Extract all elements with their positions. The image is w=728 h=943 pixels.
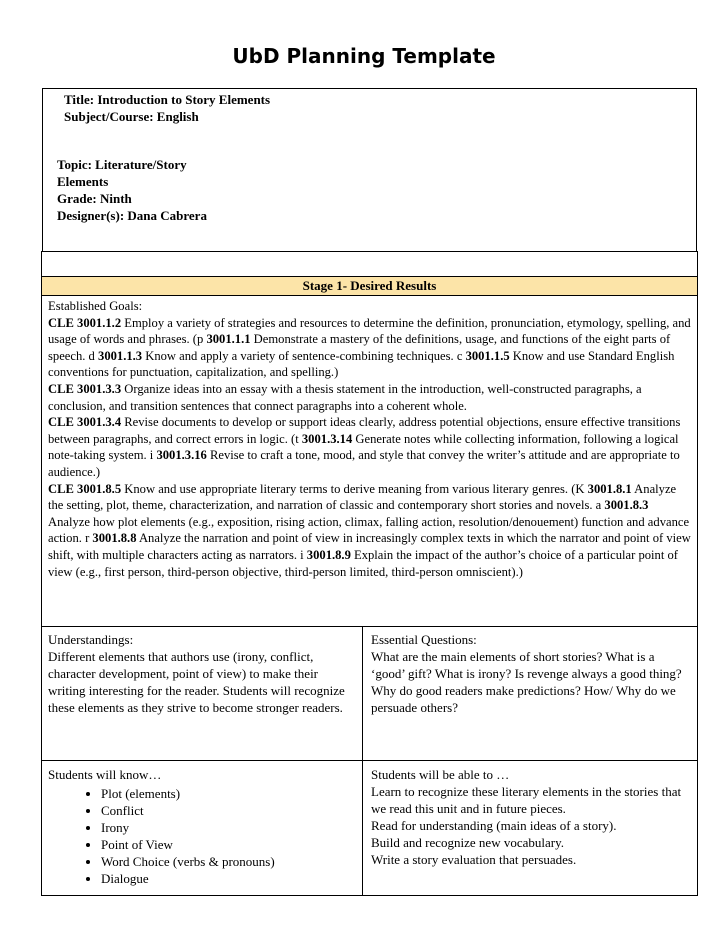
list-item: • Conflict: [101, 802, 354, 819]
goal-code: CLE 3001.3.4: [48, 415, 122, 430]
understandings-label: Understandings:: [48, 632, 134, 647]
students-able-label: Students will be able to …: [371, 767, 510, 782]
able-line: Build and recognize new vocabulary.: [371, 835, 565, 850]
list-item: • Plot (elements): [101, 785, 354, 802]
goals-paragraph-2: [48, 381, 692, 414]
goal-text: Analyze how plot elements (e.g., exposition, rising action, climax, falling action, resolution/denouement) function and advance action. r: [48, 514, 690, 546]
students-able-cell: [371, 766, 691, 868]
essential-questions-cell: [371, 631, 691, 716]
unit-subject: Subject/Course: English: [64, 109, 199, 124]
column-divider: [362, 626, 363, 896]
unit-topic-line1: Topic: Literature/Story: [57, 157, 187, 172]
goal-code: 3001.1.5: [465, 348, 510, 363]
understandings-text: Different elements that authors use (irony, conflict, character development, point of view) to make their writing interesting for the reader. Students will recognize these elements as they strive to become stronger readers.: [48, 649, 345, 715]
essential-questions-label: Essential Questions:: [371, 632, 477, 647]
goals-paragraph-3: [48, 414, 692, 480]
document-title: UbD Planning Template: [232, 44, 496, 68]
unit-designer: Designer(s): Dana Cabrera: [57, 208, 207, 223]
goal-code: 3001.8.9: [306, 547, 351, 562]
goal-text: Organize ideas into an essay with a thesis statement in the introduction, well-constructed paragraphs, a conclusion, and transition sentences that connect paragraphs into a coherent whole.: [48, 381, 642, 413]
goals-label: Established Goals:: [48, 299, 143, 313]
unit-title: Title: Introduction to Story Elements: [64, 92, 271, 107]
row-divider-understandings: [42, 626, 697, 627]
know-list: [48, 785, 354, 887]
goal-code: 3001.8.3: [604, 498, 649, 513]
understandings-cell: [48, 631, 354, 716]
able-line: Read for understanding (main ideas of a story).: [371, 818, 617, 833]
goal-text: Analyze the narration and point of view in increasingly complex texts in which the narrator and point of view shift, with multiple characters acting as narrators. i: [48, 531, 691, 562]
unit-grade: Grade: Ninth: [57, 191, 132, 206]
goal-text: Know and use Standard English conventions for punctuation, capitalization, and spelling.): [48, 348, 675, 380]
goal-code: 3001.3.14: [301, 431, 353, 446]
goals-paragraph-4: [48, 481, 692, 581]
students-will-know-label: Students will know…: [48, 767, 162, 782]
list-item: • Dialogue: [101, 870, 354, 887]
essential-questions-text: What are the main elements of short stories? What is a ‘good’ gift? What is irony? Is revenge always a good thing? Why do good readers make predictions? How/ Why do we persuade others?: [371, 649, 682, 715]
goal-text: Know and use appropriate literary terms to derive meaning from various literary genres. (K: [121, 481, 588, 496]
goal-text: Employ a variety of strategies and resources to determine the definition, pronunciation, etymology, spelling, and usage of words and phrases. (p: [48, 315, 691, 347]
goal-code: 3001.8.8: [92, 531, 137, 546]
goal-code: 3001.8.1: [587, 481, 632, 496]
goal-text: Analyze the setting, plot, theme, characterization, and narration of classic and contemporary short stories and novels. a: [48, 481, 677, 513]
row-divider-knowledge: [42, 760, 697, 761]
goal-text: Know and apply a variety of sentence-combining techniques. c: [142, 348, 466, 363]
goal-code: CLE 3001.1.2: [48, 315, 122, 330]
goals-paragraph-1: [48, 315, 692, 381]
stage1-table: [41, 251, 698, 896]
goal-text: Generate notes while collecting information, following a logical note-taking system. i: [48, 431, 679, 463]
goal-text: Revise documents to develop or support ideas clearly, address potential objections, ensure effective transitions between paragraphs, and correct errors in logic. (t: [48, 415, 681, 446]
able-line: Write a story evaluation that persuades.: [371, 852, 577, 867]
list-item: • Irony: [101, 819, 354, 836]
goal-code: CLE 3001.8.5: [48, 481, 122, 496]
goal-text: Explain the impact of the author’s choice of a particular point of view (e.g., first person, third-person objective, third-person limited, third-person omniscient).): [48, 547, 678, 579]
goal-code: 3001.1.3: [98, 348, 143, 363]
students-will-know-cell: [48, 766, 354, 887]
unit-info-box: [42, 88, 697, 252]
goal-code: 3001.1.1: [206, 332, 251, 347]
able-line: Learn to recognize these literary elements in the stories that we read this unit and in future pieces.: [371, 784, 682, 816]
stage1-header-bar: Stage 1- Desired Results: [42, 276, 697, 296]
goal-code: 3001.3.16: [156, 448, 207, 463]
unit-topic-line2: Elements: [57, 174, 109, 189]
established-goals: [48, 298, 692, 580]
goal-code: CLE 3001.3.3: [48, 381, 122, 396]
goal-text: Revise to craft a tone, mood, and style that convey the writer’s attitude and are appropriate to audience.): [48, 448, 680, 479]
goal-text: Demonstrate a mastery of the definitions, usage, and functions of the eight parts of speech. d: [48, 332, 671, 363]
list-item: • Point of View: [101, 836, 354, 853]
list-item: • Word Choice (verbs & pronouns): [101, 853, 354, 870]
